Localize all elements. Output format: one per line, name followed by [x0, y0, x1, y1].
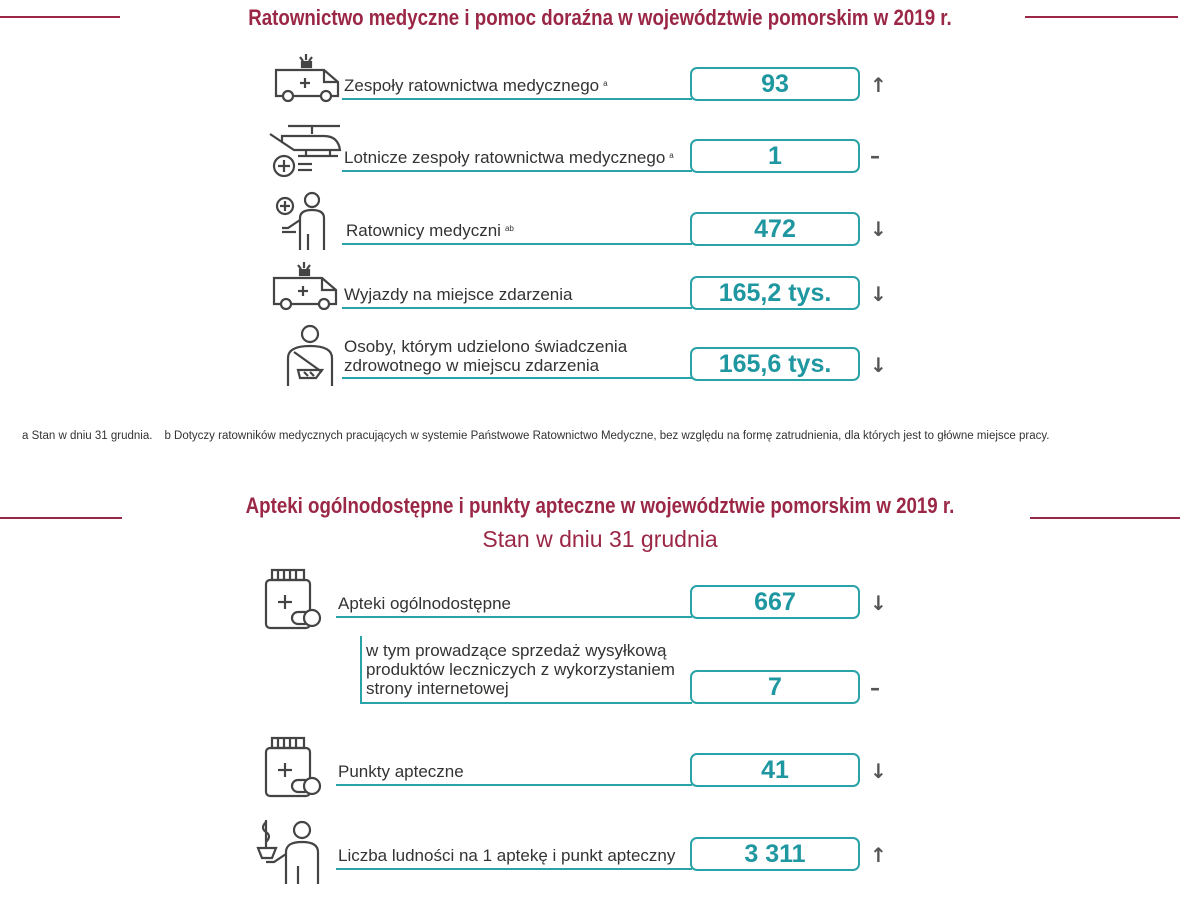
stat-underline [342, 170, 692, 172]
section1-title: Ratownictwo medyczne i pomoc doraźna w województwie pomorskim w 2019 r. [248, 5, 952, 30]
trend-up-icon: ↑ [870, 843, 887, 867]
stat-underline [336, 616, 692, 618]
pharmacist-icon [256, 818, 330, 886]
stat-underline [360, 702, 692, 704]
stat-value: 93 [690, 67, 860, 101]
stat-label: Punkty apteczne [338, 762, 464, 781]
stat-underline [336, 868, 692, 870]
stat-underline [342, 377, 692, 379]
stat-value: 3 311 [690, 837, 860, 871]
stat-label: Osoby, którym udzielono świadczenia zdrowotnego w miejscu zdarzenia [344, 337, 628, 375]
trend-none-icon: – [870, 676, 880, 700]
stat-value: 165,6 tys. [690, 347, 860, 381]
stat-value: 667 [690, 585, 860, 619]
stat-label: Liczba ludności na 1 aptekę i punkt apteczny [338, 846, 676, 865]
trend-up-icon: ↑ [870, 73, 887, 97]
trend-none-icon: – [870, 144, 880, 168]
stat-underline [336, 784, 692, 786]
pharmacy-jar-icon [262, 568, 326, 630]
stat-underline [342, 243, 692, 245]
stat-label: Ratownicy medyczni $^{ab}$ [346, 221, 514, 240]
helicopter-icon [264, 120, 346, 182]
stat-value: 165,2 tys. [690, 276, 860, 310]
pharmacy-jar-icon [262, 736, 326, 798]
stat-label: w tym prowadzące sprzedaż wysyłkową produktów leczniczych z wykorzystaniem strony internetowej [366, 641, 675, 698]
trend-down-icon: ↓ [870, 217, 887, 241]
footnotes [22, 430, 1182, 443]
stat-label: Apteki ogólnodostępne [338, 594, 511, 613]
stat-value: 7 [690, 670, 860, 704]
trend-down-icon: ↓ [870, 591, 887, 615]
stat-value: 1 [690, 139, 860, 173]
ambulance-icon [270, 260, 340, 312]
stat-label: Lotnicze zespoły ratownictwa medycznego $^a$ [344, 148, 674, 167]
stat-underline [342, 98, 692, 100]
stat-label: Wyjazdy na miejsce zdarzenia [344, 285, 573, 304]
trend-down-icon: ↓ [870, 282, 887, 306]
stat-underline [342, 307, 692, 309]
section2-subtitle: Stan w dniu 31 grudnia [482, 526, 718, 552]
paramedic-icon [274, 190, 340, 254]
footnote-b: b Dotyczy ratowników medycznych pracujących w systemie Państwowe Ratownictwo Medyczne, bez względu na formę zatrudnienia, dla których jest to główne miejsce pracy. [164, 430, 1050, 442]
ambulance-icon [272, 52, 342, 104]
stat-value: 41 [690, 753, 860, 787]
trend-down-icon: ↓ [870, 353, 887, 377]
stat-label: Zespoły ratownictwa medycznego $^a$ [344, 76, 608, 95]
stat-underline-vertical [360, 636, 362, 704]
section2-title: Apteki ogólnodostępne i punkty apteczne w województwie pomorskim w 2019 r. [245, 493, 955, 518]
trend-down-icon: ↓ [870, 759, 887, 783]
footnote-a: a Stan w dniu 31 grudnia. [22, 430, 153, 442]
injured-person-icon [278, 322, 340, 388]
stat-value: 472 [690, 212, 860, 246]
